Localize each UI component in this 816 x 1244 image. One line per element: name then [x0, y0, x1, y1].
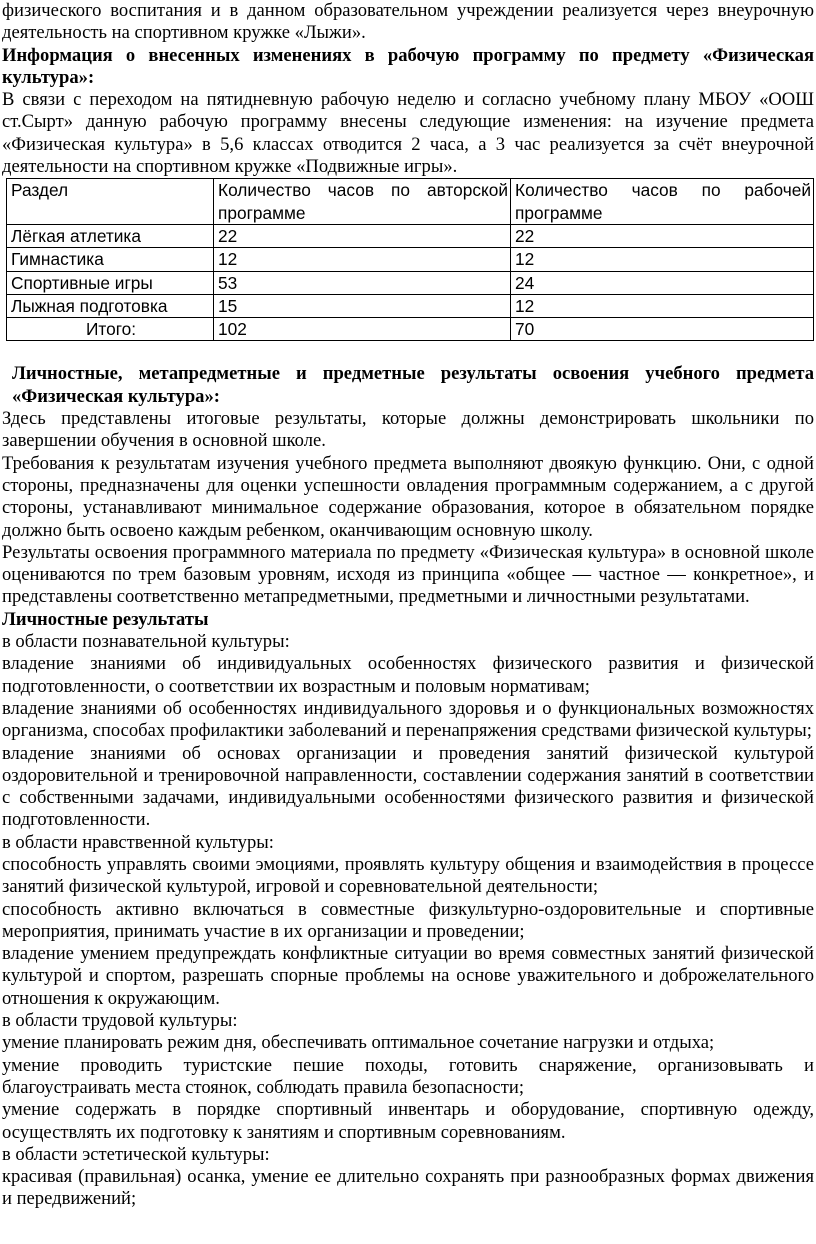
list-item: умение проводить туристские пешие походы, готовить снаряжение, организовывать и благоустраивать места стоянок, соблюдать правила безопасности;	[2, 1054, 814, 1098]
results-paragraph: Требования к результатам изучения учебного предмета выполняют двоякую функцию. Они, с одной стороны, предназначены для оценки успешности овладения программным содержанием, а с другой стороны, устанавливают минимальное содержание образования, которое в обязательном порядке должно быть освоено каждым ребенком, оканчивающим основную школу.	[2, 452, 814, 541]
list-item: владение знаниями об особенностях индивидуального здоровья и о функциональных возможностях организма, способах профилактики заболеваний и перенапряжения средствами физической культуры;	[2, 697, 814, 742]
list-item: способность управлять своими эмоциями, проявлять культуру общения и взаимодействия в процессе занятий физической культурой, игровой и соревновательной деятельности;	[2, 853, 814, 898]
hours-table	[6, 178, 814, 341]
table-cell: Лыжная подготовка	[7, 294, 214, 317]
spacer	[2, 341, 814, 363]
table-header-row	[7, 179, 814, 225]
changes-heading: Информация о внесенных изменениях в рабочую программу по предмету «Физическая культура»:	[2, 44, 814, 88]
table-cell: Спортивные игры	[7, 271, 214, 294]
table-cell: 24	[511, 271, 814, 294]
table-cell: 53	[214, 271, 511, 294]
intro-paragraph: физического воспитания и в данном образовательном учреждении реализуется через внеурочную деятельность на спортивном кружке «Лыжи».	[2, 0, 814, 44]
table-cell: Гимнастика	[7, 248, 214, 271]
section-title: в области трудовой культуры:	[2, 1010, 238, 1032]
table-row	[7, 224, 814, 247]
results-paragraph: Здесь представлены итоговые результаты, которые должны демонстрировать школьники по завершении обучения в основной школе.	[2, 408, 814, 452]
table-cell: 22	[511, 224, 814, 247]
table-row	[7, 294, 814, 317]
table-cell: 12	[511, 248, 814, 271]
table-cell: 22	[214, 224, 511, 247]
table-cell: 15	[214, 294, 511, 317]
list-item: владение знаниями об основах организации и проведения занятий физической культурой оздоровительной и тренировочной направленности, составлении содержания занятий в соответствии с собственными задачами, индивидуальными особенностями физического развития и физической подготовленности.	[2, 742, 814, 831]
changes-paragraph: В связи с переходом на пятидневную рабочую неделю и согласно учебному плану МБОУ «ООШ ст.Сырт» данную рабочую программу внесены следующие изменения: на изучение предмета «Физическая культура» в 5,6 классах отводится 2 часа, а 3 час реализуется за счёт внеурочной деятельности на спортивном кружке «Подвижные игры».	[2, 89, 814, 178]
personal-results-heading: Личностные результаты	[2, 608, 209, 630]
list-item: умение содержать в порядке спортивный инвентарь и оборудование, спортивную одежду, осуществлять их подготовку к занятиям и спортивным соревнованиям.	[2, 1099, 814, 1143]
table-header-cell: Количество часов по рабочей программе	[511, 179, 814, 225]
table-header-cell: Раздел	[7, 179, 214, 225]
section-title: в области эстетической культуры:	[2, 1143, 270, 1165]
table-total-cell: 102	[214, 318, 511, 341]
section-title: в области познавательной культуры:	[2, 631, 290, 653]
table-cell: Лёгкая атлетика	[7, 224, 214, 247]
list-item: владение умением предупреждать конфликтные ситуации во время совместных занятий физической культурой и спортом, разрешать спорные проблемы на основе уважительного и доброжелательного отношения к окружающим.	[2, 943, 814, 1009]
table-cell: 12	[214, 248, 511, 271]
results-heading: Личностные, метапредметные и предметные результаты освоения учебного предмета «Физическая культура»:	[12, 363, 814, 407]
list-item: умение планировать режим дня, обеспечивать оптимальное сочетание нагрузки и отдыха;	[2, 1032, 715, 1054]
table-total-cell: 70	[511, 318, 814, 341]
list-item: красивая (правильная) осанка, умение ее длительно сохранять при разнообразных формах движения и передвижений;	[2, 1166, 814, 1210]
list-item: владение знаниями об индивидуальных особенностях физического развития и физической подготовленности, о соответствии их возрастным и половым нормативам;	[2, 653, 814, 697]
section-title: в области нравственной культуры:	[2, 831, 274, 853]
list-item: способность активно включаться в совместные физкультурно-оздоровительные и спортивные мероприятия, принимать участие в их организации и проведении;	[2, 898, 814, 942]
results-paragraph: Результаты освоения программного материала по предмету «Физическая культура» в основной школе оцениваются по трем базовым уровням, исходя из принципа «общее — частное — конкретное», и представлены соответственно метапредметными, предметными и личностными результатами.	[2, 541, 814, 608]
table-row	[7, 271, 814, 294]
table-total-label: Итого:	[7, 318, 214, 341]
table-row	[7, 248, 814, 271]
table-cell: 12	[511, 294, 814, 317]
table-header-cell: Количество часов по авторской программе	[214, 179, 511, 225]
table-total-row	[7, 318, 814, 341]
